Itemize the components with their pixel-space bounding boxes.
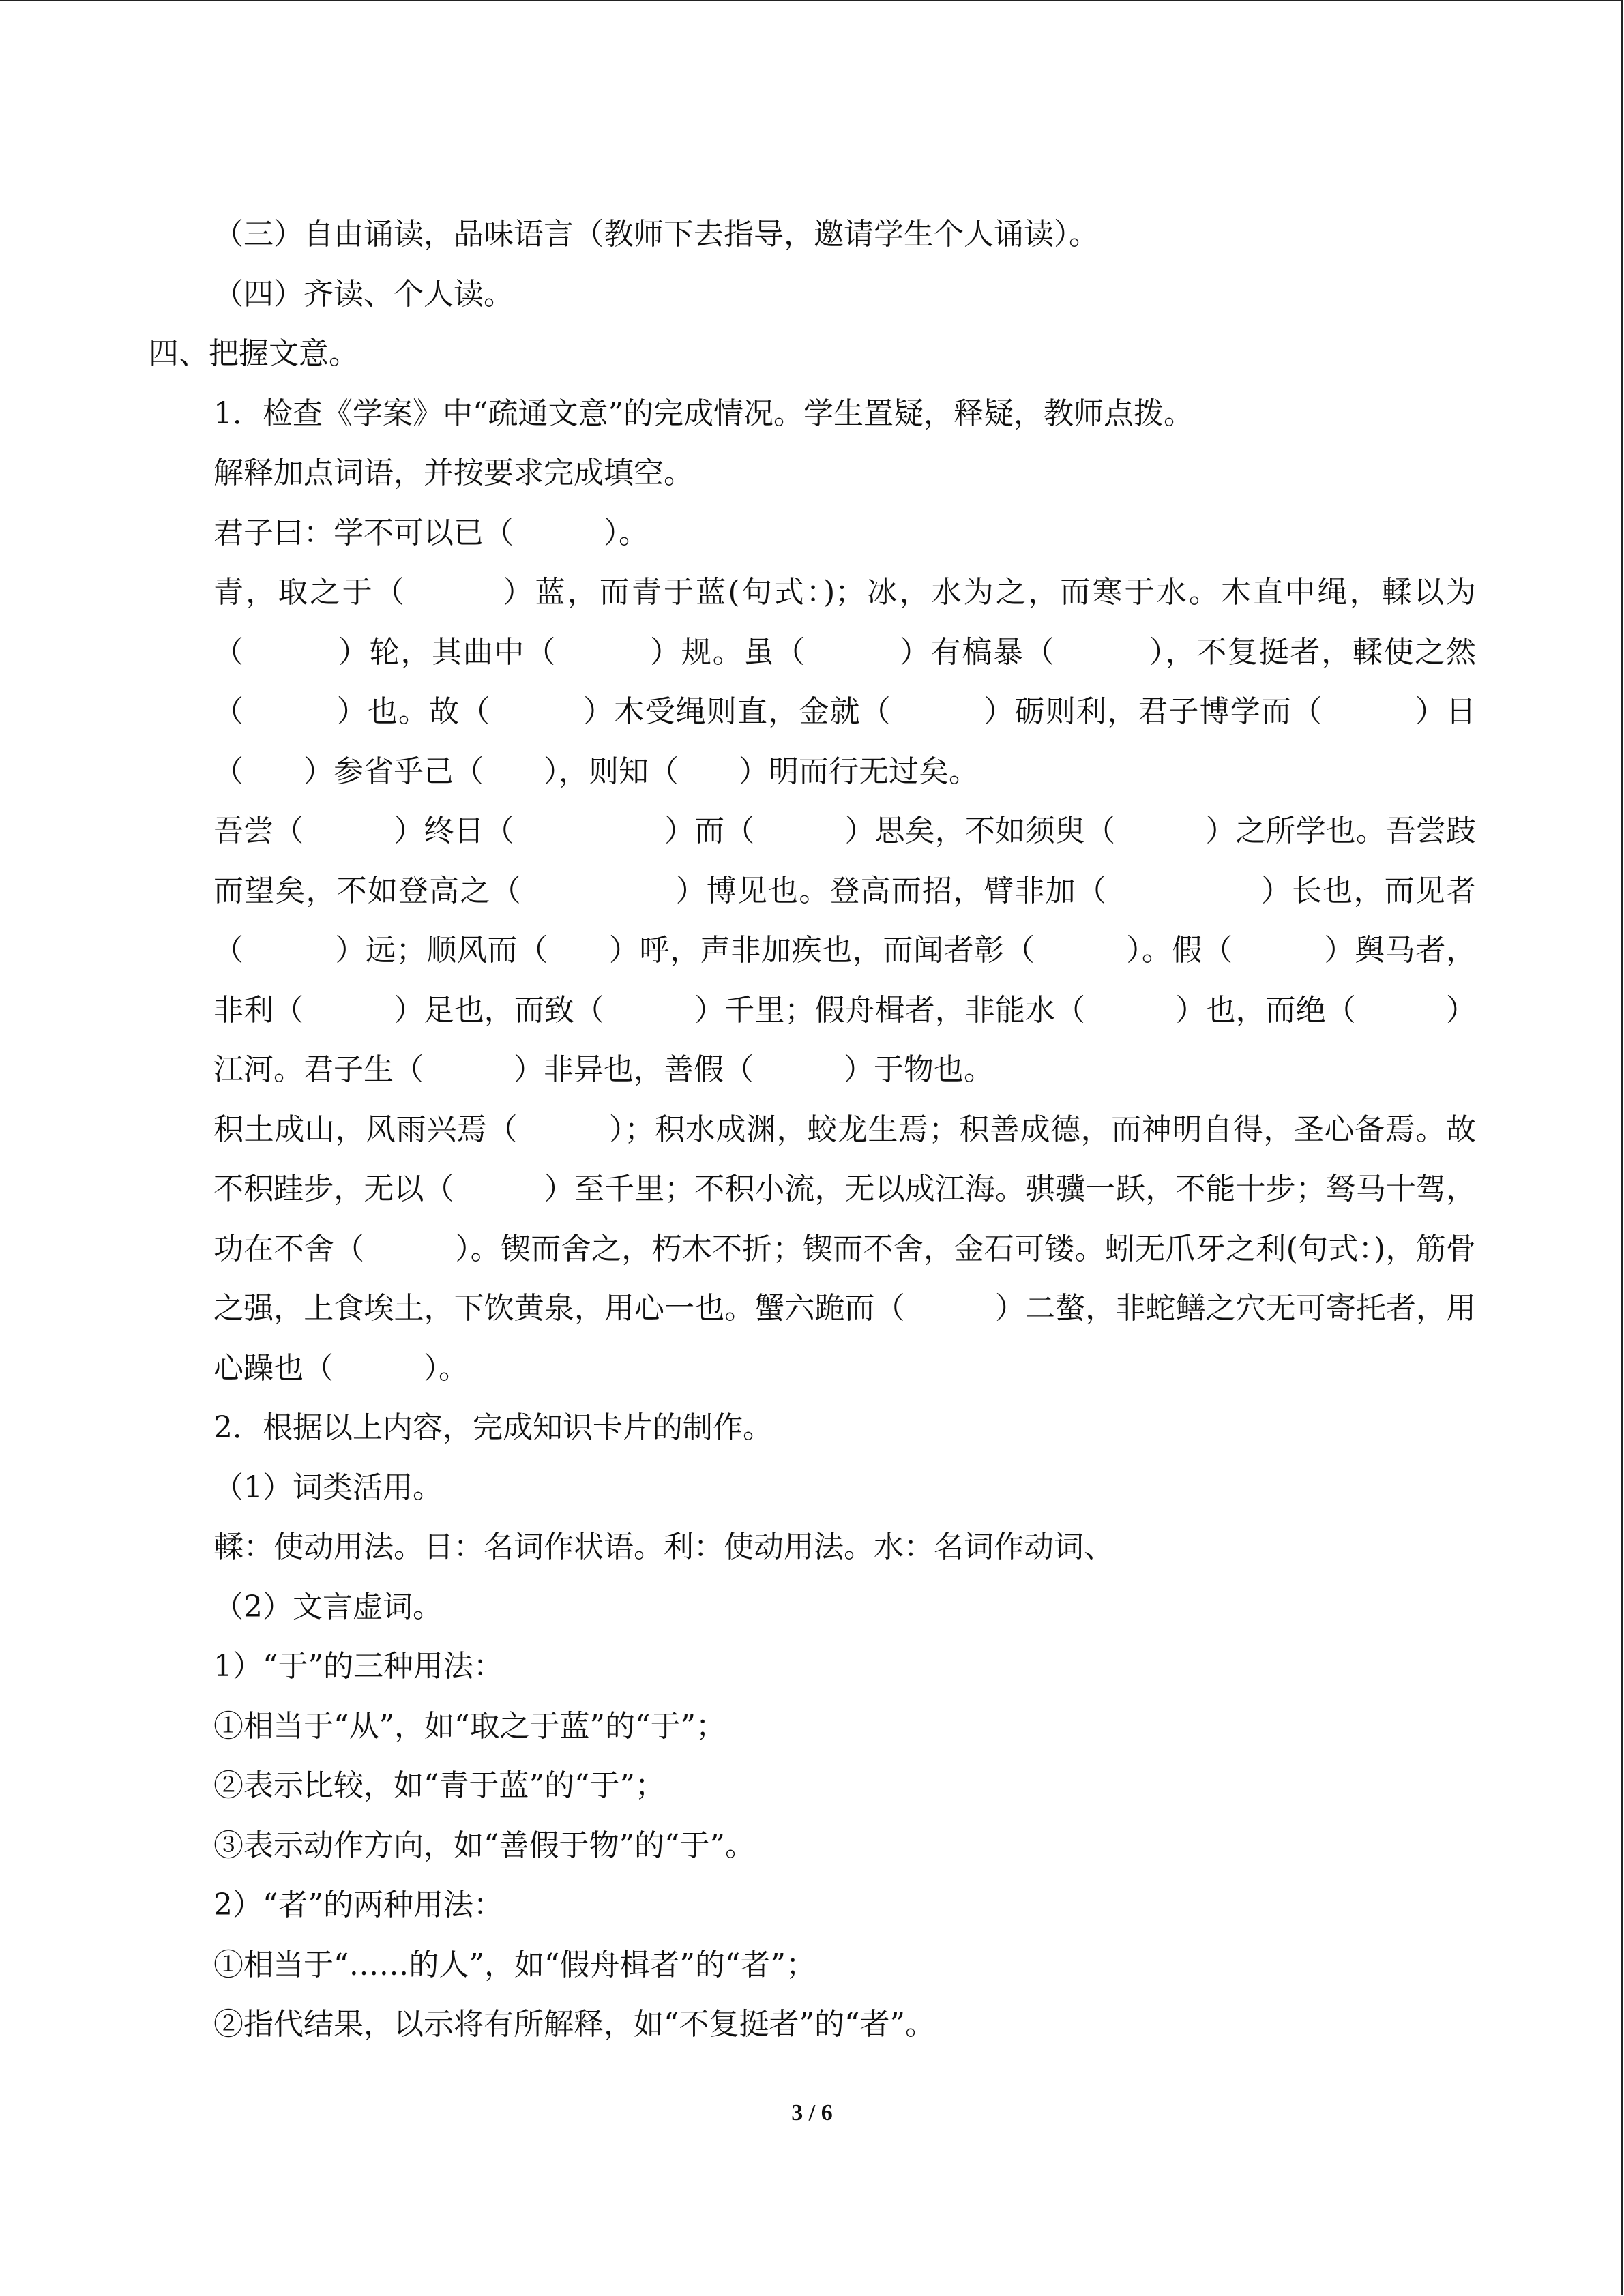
- exercise-line-junzi: 君子曰：学不可以已（ ）。: [213, 515, 649, 550]
- yu-usage-heading: 1）“于”的三种用法：: [213, 1649, 503, 1684]
- exercise-paragraph-2: 吾尝（ ）终日（ ）而（ ）思矣，不如须臾（ ）之所学也。吾尝跂而望矣，不如登高之（ ）博见也。登高而招，臂非加（ ）长也，而见者（ ）远；顺风而（ ）呼，声非加疾也，而闻者彰（ ）。假（ ）舆马者，非利（ ）足也，而致（ ）千里；假舟楫者，非能水（ ）也，而绝（ ）江河。君子生（ ）非异也，善假（ ）于物也。: [213, 814, 1476, 1087]
- word-class-notes: 輮：使动用法。日：名词作状语。利：使动用法。水：名词作动词、: [213, 1530, 1114, 1564]
- zhe-usage-heading: 2）“者”的两种用法：: [213, 1888, 503, 1922]
- exercise-paragraph-1: 青，取之于（ ）蓝，而青于蓝(句式：)；冰，水为之，而寒于水。木直中绳，輮以为（ ）轮，其曲中（ ）规。虽（ ）有槁暴（ ），不复挺者，輮使之然（ ）也。故（ ）木受绳则直，金就（ ）砺则利，君子博学而（ ）日（ ）参省乎己（ ），则知（ ）明而行无过矣。: [213, 575, 1476, 789]
- yu-usage-item-1: ①相当于“从”，如“取之于蓝”的“于”；: [213, 1708, 726, 1744]
- exercise-paragraph-3: 积土成山，风雨兴焉（ ）；积水成渊，蛟龙生焉；积善成德，而神明自得，圣心备焉。故不积跬步，无以（ ）至千里；不积小流，无以成江海。骐骥一跃，不能十步；驽马十驾，功在不舍（ ）。锲而舍之，朽木不折；锲而不舍，金石可镂。蚓无爪牙之利(句式：)，筋骨之强，上食埃土，下饮黄泉，用心一也。蟹六跪而（ ）二螯，非蛇鳝之穴无可寄托者，用心躁也（ ）。: [213, 1112, 1476, 1386]
- subheading-function-words: （2）文言虚词。: [213, 1589, 443, 1624]
- section-heading-group-reading: （四）齐读、个人读。: [213, 276, 514, 312]
- knowledge-card-instruction: 2．根据以上内容，完成知识卡片的制作。: [213, 1410, 773, 1445]
- yu-usage-item-2: ②表示比较，如“青于蓝”的“于”；: [213, 1768, 665, 1803]
- section-heading-grasp-meaning: 四、把握文意。: [149, 336, 359, 371]
- instruction-explain-words: 解释加点词语，并按要求完成填空。: [213, 456, 694, 490]
- page-number: 3 / 6: [791, 2100, 833, 2126]
- zhe-usage-item-2: ②指代结果，以示将有所解释，如“不复挺者”的“者”。: [213, 2007, 935, 2042]
- section-heading-free-reading: （三）自由诵读，品味语言（教师下去指导，邀请学生个人诵读）。: [213, 217, 1099, 252]
- instruction-check-study-guide: 1．检查《学案》中“疏通文意”的完成情况。学生置疑，释疑，教师点拨。: [213, 396, 1194, 431]
- subheading-word-class: （1）词类活用。: [213, 1470, 443, 1505]
- yu-usage-item-3: ③表示动作方向，如“善假于物”的“于”。: [213, 1828, 755, 1863]
- zhe-usage-item-1: ①相当于“……的人”，如“假舟楫者”的“者”；: [213, 1947, 816, 1982]
- document-body: [149, 205, 1476, 2055]
